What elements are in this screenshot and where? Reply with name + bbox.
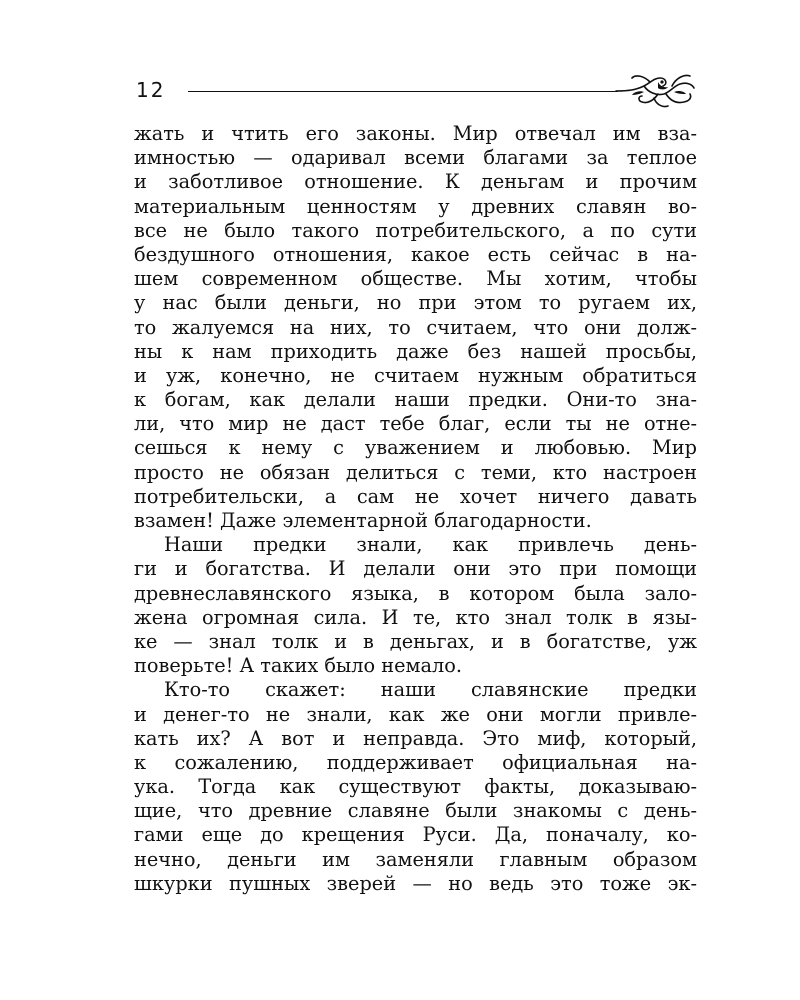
swirl-ornament-icon xyxy=(614,72,698,112)
text-line: шем современном обществе. Мы хотим, чтобы xyxy=(134,267,697,291)
running-header xyxy=(136,72,696,112)
text-line: и уж, конечно, не считаем нужным обратиться xyxy=(134,363,697,387)
text-line: жена огромная сила. И те, кто знал толк в язы- xyxy=(134,605,697,629)
text-line: у нас были деньги, но при этом то ругаем их, xyxy=(134,291,697,315)
text-line: имностью — одаривал всеми благами за теплое xyxy=(134,146,697,170)
text-line: взамен! Даже элементарной благодарности. xyxy=(134,509,592,532)
text-line: ны к нам приходить даже без нашей просьбы, xyxy=(134,339,697,363)
text-line: нечно, деньги им заменяли главным образом xyxy=(134,847,697,871)
text-line: поверьте! А таких было немало. xyxy=(134,654,462,678)
text-line: просто не обязан делиться с теми, кто настроен xyxy=(134,460,697,484)
text-line: к сожалению, поддерживает официальная на- xyxy=(134,750,697,774)
text-line: ке — знал толк и в деньгах, и в богатстве, уж xyxy=(134,629,697,653)
text-line: гами еще до крещения Руси. Да, поначалу, ко- xyxy=(134,823,697,847)
text-line: Кто-то скажет: наши славянские предки xyxy=(164,678,697,702)
text-line: древнеславянского языка, в котором была зало- xyxy=(134,581,697,605)
text-line: щие, что древние славяне были знакомы с день- xyxy=(134,799,697,823)
text-line: кать их? А вот и неправда. Это миф, который, xyxy=(134,726,697,750)
text-line: и денег-то не знали, как же они могли привле- xyxy=(134,702,697,726)
text-line: потребительски, а сам не хочет ничего давать xyxy=(134,484,697,508)
text-line: шкурки пушных зверей — но ведь это тоже эк- xyxy=(134,871,697,895)
text-line: все не было такого потребительского, а по сути xyxy=(134,218,697,242)
text-line: бездушного отношения, какое есть сейчас в на- xyxy=(134,242,697,266)
header-rule xyxy=(188,91,618,92)
text-line: Наши предки знали, как привлечь день- xyxy=(164,533,697,557)
text-line: к богам, как делали наши предки. Они-то зна- xyxy=(134,388,697,412)
text-line: то жалуемся на них, то считаем, что они долж- xyxy=(134,315,697,339)
text-line: ли, что мир не даст тебе благ, если ты не отне- xyxy=(134,412,697,436)
body-text xyxy=(134,122,697,896)
text-line: ги и богатства. И делали они это при помощи xyxy=(134,557,697,581)
text-line: ука. Тогда как существуют факты, доказываю- xyxy=(134,775,697,799)
text-line: сешься к нему с уважением и любовью. Мир xyxy=(134,436,697,460)
page-number: 12 xyxy=(136,78,166,102)
text-line: жать и чтить его законы. Мир отвечал им вза- xyxy=(134,122,697,145)
text-line: материальным ценностям у древних славян во- xyxy=(134,194,697,218)
text-line: и заботливое отношение. К деньгам и прочим xyxy=(134,170,697,194)
